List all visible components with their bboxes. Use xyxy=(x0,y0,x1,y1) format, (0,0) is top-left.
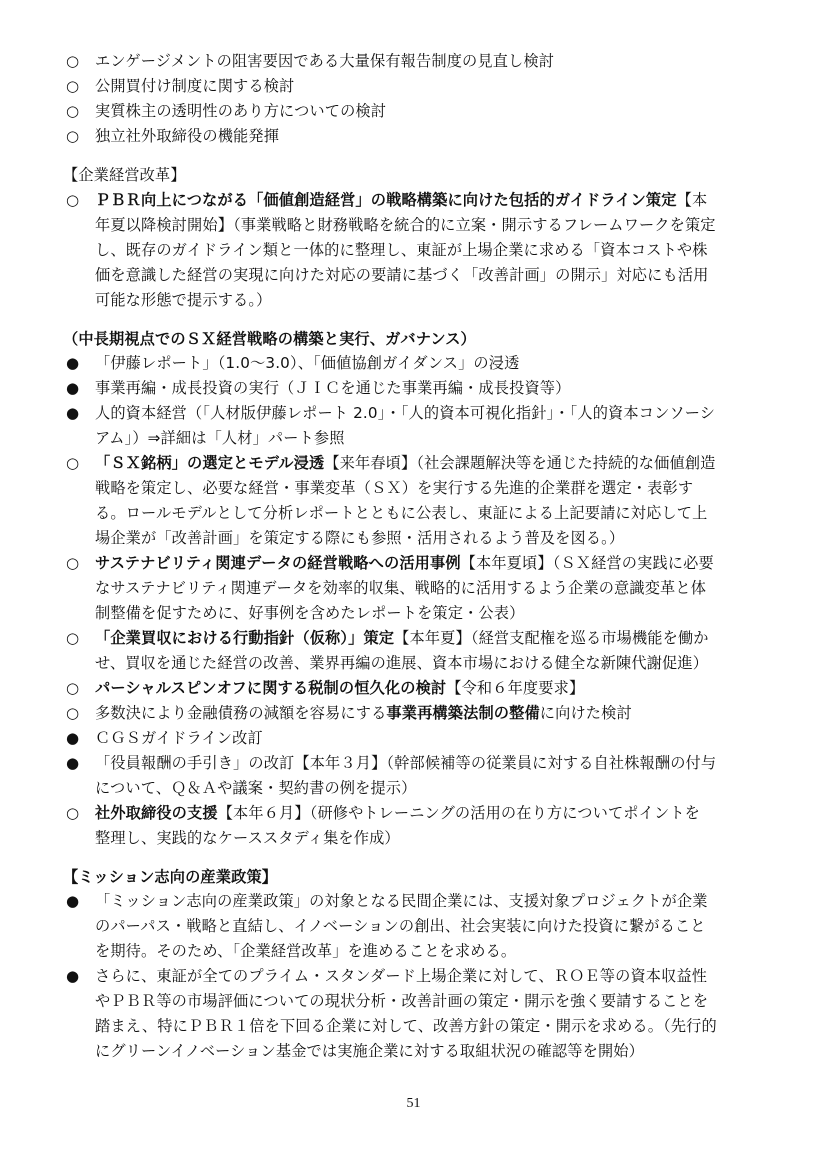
list-item-continuation: を期待。そのため、「企業経営改革」を進めることを求める。 xyxy=(95,942,517,960)
open-circle-bullet-icon: ○ xyxy=(66,191,80,209)
section-heading: 【ミッション志向の産業政策】 xyxy=(63,868,278,886)
list-item: さらに、東証が全てのプライム・スタンダード上場企業に対して、ＲＯＥ等の資本収益性 xyxy=(95,967,708,985)
list-item-continuation: にグリーンイノベーション基金では実施企業に対する取組状況の確認等を開始） xyxy=(95,1042,644,1060)
tag-text: 【本年６月】 xyxy=(217,804,310,822)
tag-text: 年夏以降検討開始】 xyxy=(95,216,234,234)
list-item-continuation: 価を意識した経営の実現に向けた対応の要請に基づく「改善計画」の開示」対応にも活用 xyxy=(95,266,709,284)
open-circle-bullet-icon: ○ xyxy=(66,127,80,145)
list-item-continuation: 可能な形態で提示する。） xyxy=(95,291,272,309)
body-text: （研修やトレーニングの活用の在り方についてポイントを xyxy=(309,804,700,822)
open-circle-bullet-icon: ○ xyxy=(66,629,80,647)
bold-text: 社外取締役の支援 xyxy=(95,804,218,822)
open-circle-bullet-icon: ○ xyxy=(66,804,80,822)
list-item-continuation xyxy=(95,213,716,237)
list-item-continuation: 戦略を策定し、必要な経営・事業変革（ＳＸ）を実行する先進的企業群を選定・表彰す xyxy=(95,479,694,497)
list-item-continuation: し、既存のガイドライン類と一体的に整理し、東証が上場企業に求める「資本コストや株 xyxy=(95,241,708,259)
bold-text: 「ＳＸ銘柄」の選定とモデル浸透 xyxy=(95,454,325,472)
open-circle-bullet-icon: ○ xyxy=(66,102,80,120)
list-item-continuation: なサステナビリティ関連データを効率的収集、戦略的に活用するよう企業の意識変革と体 xyxy=(95,579,707,597)
bold-text: ＰＢＲ向上につながる「価値創造経営」の戦略構築に向けた包括的ガイドライン策定 xyxy=(95,191,677,209)
tag-text: 【本年夏】 xyxy=(394,629,471,647)
body-text: 多数決により金融債務の減額を容易にする xyxy=(95,704,387,722)
page-number: 51 xyxy=(406,1096,421,1111)
open-circle-bullet-icon: ○ xyxy=(66,704,80,722)
body-text: （社会課題解決等を通じた持続的な価値創造 xyxy=(416,454,716,472)
list-item: ＣＧＳガイドライン改訂 xyxy=(95,729,263,747)
list-item: 独立社外取締役の機能発揮 xyxy=(95,127,280,145)
list-item xyxy=(95,188,707,212)
list-item-continuation: る。ロールモデルとして分析レポートとともに公表し、東証による上記要請に対応して上 xyxy=(95,504,708,522)
list-item: 「伊藤レポート」（1.0～3.0）、「価値協創ガイダンス」の浸透 xyxy=(95,354,520,372)
list-item xyxy=(95,551,714,575)
tag-text: 【本 xyxy=(676,191,708,209)
filled-circle-bullet-icon: ● xyxy=(66,892,80,910)
list-item: 「役員報酬の手引き」の改訂【本年３月】（幹部候補等の従業員に対する自社株報酬の付与 xyxy=(95,754,717,772)
filled-circle-bullet-icon: ● xyxy=(66,379,80,397)
tag-text: 【本年夏頃】 xyxy=(460,554,553,572)
list-item xyxy=(95,701,632,725)
list-item: 「ミッション志向の産業政策」の対象となる民間企業には、支援対象プロジェクトが企業 xyxy=(95,892,708,910)
open-circle-bullet-icon: ○ xyxy=(66,77,80,95)
list-item: 人的資本経営（「人材版伊藤レポート 2.0」・「人的資本可視化指針」・「人的資本コンソーシ xyxy=(95,404,716,422)
filled-circle-bullet-icon: ● xyxy=(66,754,80,772)
body-text: （経営支配権を巡る市場機能を働か xyxy=(470,629,709,647)
section-heading: 【企業経営改革】 xyxy=(63,166,186,184)
list-item-continuation: 踏まえ、特にＰＢＲ１倍を下回る企業に対して、改善方針の策定・開示を求める。（先行的 xyxy=(95,1017,717,1035)
filled-circle-bullet-icon: ● xyxy=(66,967,80,985)
list-item xyxy=(95,801,700,825)
tag-text: 【来年春頃】 xyxy=(324,454,417,472)
open-circle-bullet-icon: ○ xyxy=(66,52,80,70)
list-item-continuation: 制整備を促すために、好事例を含めたレポートを策定・公表） xyxy=(95,604,525,622)
list-item-continuation: 場企業が「改善計画」を策定する際にも参照・活用されるよう普及を図る。） xyxy=(95,529,625,547)
bold-text: 「企業買収における行動指針（仮称）」策定 xyxy=(95,629,395,647)
list-item xyxy=(95,626,709,650)
filled-circle-bullet-icon: ● xyxy=(66,354,80,372)
list-item: 公開買付け制度に関する検討 xyxy=(95,77,295,95)
filled-circle-bullet-icon: ● xyxy=(66,729,80,747)
list-item: 事業再編・成長投資の実行（ＪＩＣを通じた事業再編・成長投資等） xyxy=(95,379,571,397)
bold-text: 事業再構築法制の整備 xyxy=(386,704,540,722)
bold-text: サステナビリティ関連データの経営戦略への活用事例 xyxy=(95,554,461,572)
list-item-continuation: のパーパス・戦略と直結し、イノベーションの創出、社会実装に向けた投資に繋がること xyxy=(95,917,706,935)
body-text: に向けた検討 xyxy=(539,704,632,722)
list-item-continuation: アム」）⇒詳細は「人材」パート参照 xyxy=(95,429,345,447)
open-circle-bullet-icon: ○ xyxy=(66,679,80,697)
list-item-continuation: について、Ｑ＆Ａや議案・契約書の例を提示） xyxy=(95,779,417,797)
tag-text: 【令和６年度要求】 xyxy=(446,679,585,697)
list-item-continuation: せ、買収を通じた経営の改善、業界再編の進展、資本市場における健全な新陳代謝促進） xyxy=(95,654,709,672)
open-circle-bullet-icon: ○ xyxy=(66,454,80,472)
list-item: エンゲージメントの阻害要因である大量保有報告制度の見直し検討 xyxy=(95,52,555,70)
open-circle-bullet-icon: ○ xyxy=(66,554,80,572)
filled-circle-bullet-icon: ● xyxy=(66,404,80,422)
body-text: （ＳＸ経営の実践に必要 xyxy=(552,554,714,572)
bold-text: パーシャルスピンオフに関する税制の恒久化の検討 xyxy=(95,679,447,697)
list-item xyxy=(95,451,716,475)
list-item: 実質株主の透明性のあり方についての検討 xyxy=(95,102,387,120)
subsection-heading: （中長期視点でのＳＸ経営戦略の構築と実行、ガバナンス） xyxy=(63,330,476,348)
list-item-continuation: やＰＢＲ等の市場評価についての現状分析・改善計画の策定・開示を強く要請することを xyxy=(95,992,709,1010)
list-item-continuation: 整理し、実践的なケーススタディ集を作成） xyxy=(95,829,400,847)
body-text: （事業戦略と財務戦略を統合的に立案・開示するフレームワークを策定 xyxy=(233,216,716,234)
list-item xyxy=(95,676,584,700)
